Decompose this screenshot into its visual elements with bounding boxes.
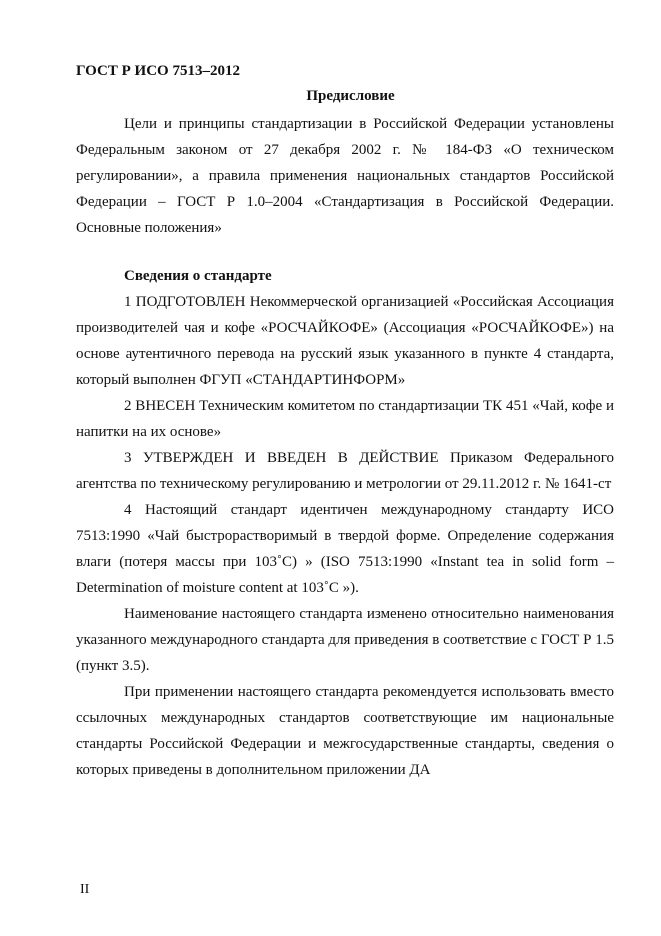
page-number: II [80, 882, 90, 897]
paragraph-references: При применении настоящего стандарта рекомендуется использовать вместо ссылочных международных стандартов соответствующие им национальные стандарты Российской Федерации и межгосударственные стандарты, сведения о которых приведены в дополнительном приложении ДА [76, 684, 614, 778]
paragraph-name-changed: Наименование настоящего стандарта изменено относительно наименования указанного международного стандарта для приведения в соответствие с ГОСТ Р 1.5 (пункт 3.5). [76, 606, 614, 674]
page-title: Предисловие [306, 88, 395, 104]
section-heading: Сведения о стандарте [124, 268, 272, 284]
item-prepared: 1 ПОДГОТОВЛЕН Некоммерческой организацией «Российская Ассоциация производителей чая и кофе «РОСЧАЙКОФЕ» (Ассоциация «РОСЧАЙКОФЕ») на основе аутентичного перевода на русский язык указанного в пункте 4 стандарта, который выполнен ФГУП «СТАНДАРТИНФОРМ» [76, 294, 614, 388]
section-spacer [76, 241, 614, 263]
document-body [76, 111, 614, 783]
intro-paragraph: Цели и принципы стандартизации в Российской Федерации установлены Федеральным законом от 27 декабря 2002 г. № 184-ФЗ «О техническом регулировании», а правила применения национальных стандартов Российской Федерации – ГОСТ Р 1.0–2004 «Стандартизация в Российской Федерации. Основные положения» [76, 116, 614, 236]
item-identical: 4 Настоящий стандарт идентичен международному стандарту ИСО 7513:1990 «Чай быстрорастворимый в твердой форме. Определение содержания влаги (потеря массы при 103˚С) » (ISO 7513:1990 «Instant tea in solid form – Determination of moisture content at 103˚С »). [76, 502, 614, 596]
document-code-header: ГОСТ Р ИСО 7513–2012 [76, 63, 240, 79]
item-approved: 3 УТВЕРЖДЕН И ВВЕДЕН В ДЕЙСТВИЕ Приказом Федерального агентства по техническому регулированию и метрологии от 29.11.2012 г. № 1641-ст [76, 450, 614, 492]
item-introduced: 2 ВНЕСЕН Техническим комитетом по стандартизации ТК 451 «Чай, кофе и напитки на их основе» [76, 398, 614, 440]
